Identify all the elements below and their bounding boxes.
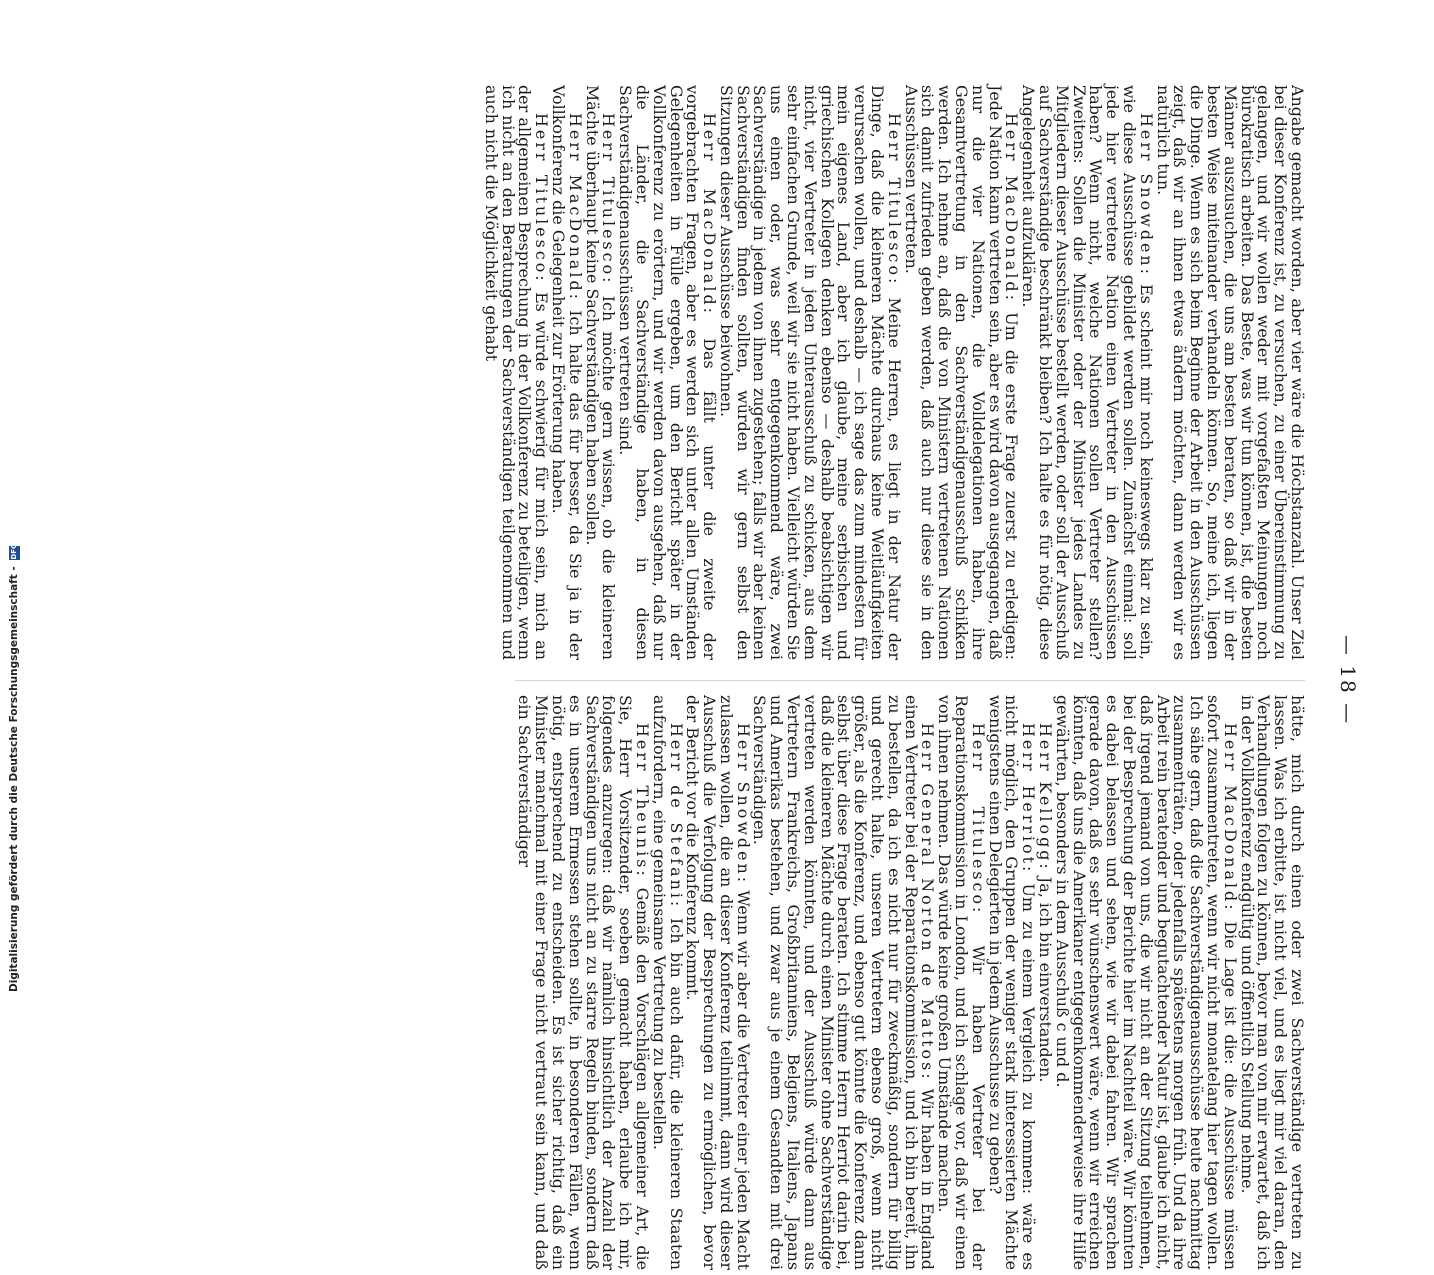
- paragraph-text: Ich bin auch dafür, die kleineren Staaten aufzufordern, eine gemeinsame Vertretung zu bestellen.: [649, 695, 686, 1270]
- paragraph: [902, 85, 1020, 660]
- paragraph-text: hätte, mich durch einen oder zwei Sachverständige vertreten zu lassen. Was ich erbitte, ist nicht viel, und es liegt mir viel daran, den Verhandlungen folgen zu können, bevor man von mir erwartet, daß ich in der Vollkonferenz endgültig und öffentlich Stellung nehme.: [1237, 695, 1307, 1270]
- paragraph-text: Ich möchte gern wissen, ob die kleineren Mächte überhaupt keine Sachverständigen haben sollen.: [582, 85, 619, 660]
- rotated-document: [115, 85, 1360, 1270]
- speaker-name: Herr MacDonald:: [565, 113, 585, 302]
- paragraph-text: Um die erste Frage zuerst zu erledigen: Jede Nation kann vertreten sein, aber es wird davon ausgegangen, daß nur die vier Nationen, die Volldelegationen haben, ihre Gesamtvertretung in den Sachverständigenausschuß schikken werden. Ich nehme an, daß die von Ministern vertretenen Nationen sich damit zufrieden geben werden, daß auch nur diese sie in den Ausschüssen vertreten.: [901, 85, 1022, 660]
- speaker-name: Herr Herriot:: [1019, 723, 1039, 875]
- paragraph: [616, 85, 720, 660]
- paragraph-text: Die Lage ist die: die Ausschüsse müssen sofort zusammentreten, wenn wir nicht monatelang hier tagen wollen. Ich sähe gern, daß die Sachverständigenausschüsse heute nachmittag zusammenträten, oder jedenfalls spätestens morgen früh. Und da ihre Arbeit rein beratender und begutachtender Natur ist, glaube ich nicht, daß irgend jemand von uns, die wir nicht an der Sitzung teilnehmen, bei der Besprechung der Berichte hier im Nachteil wäre. Wir könnten es dabei belassen und sehen, wie wir dabei fahren. Wir sprachen gerade davon, daß es sehr wünschenswert wäre, wenn wir erreichen könnten, daß uns die Amerikaner entgegenkommenderweise ihre Hilfe gewährten, besonders in dem Ausschuß c und d.: [1052, 695, 1240, 1270]
- page-number: — 18 —: [1336, 634, 1360, 726]
- paragraph: [516, 695, 650, 1270]
- paragraph-text: Es würde schwierig für mich sein, mich an der allgemeinen Besprechung in der Vollkonferenz zu beteiligen, wenn ich nicht an den Beratungen der Sachverständigen teilgenommen und auch nicht die Möglichkeit gehabt: [481, 85, 552, 660]
- speaker-name: Herr MacDonald:: [1002, 113, 1022, 303]
- right-column-text: [516, 695, 1305, 1270]
- speaker-name: Herr MacDonald:: [1220, 723, 1240, 913]
- paragraph-text: Ich halte das für besser, da Sie ja in der Vollkonferenz die Gelegenheit zur Erörterung haben.: [548, 85, 585, 660]
- speaker-name: Herr Titulesco:: [599, 113, 619, 286]
- paragraph: [650, 695, 684, 1270]
- paragraph: [985, 695, 1039, 1270]
- speaker-name: Herr Kellogg:: [1036, 723, 1056, 872]
- paragraph: [1019, 85, 1156, 661]
- paragraph: [1036, 695, 1056, 1270]
- paragraph: [935, 695, 988, 1270]
- paragraph: [549, 85, 583, 660]
- paragraph-text: Wir haben in England einen Vertreter bei der Reparationskommission, und ich bin bereit, ihn zu bestellen, da ich es nicht nur für zweckmäßig, sondern für billig und gerecht halte, unseren Vertretern ebenso groß, wenn nicht größer, als die Konferenz, und ebenso gut könnte die Konferenz dann selbst über diese Frage beraten. Ich stimme Herrn Herriot darin bei, daß die kleineren Mächte durch einen Minister ohne Sachverständige vertreten werden könnten, und der Ausschuß würde dann aus Vertretern Frankreichs, Großbritanniens, Belgiens, Italiens, Japans und Amerikas bestehen, und zwar aus je einem Gesandten mit drei Sachverständigen.: [750, 695, 938, 1270]
- speaker-name: Herr MacDonald:: [700, 113, 720, 317]
- speaker-name: Herr Snowden:: [1136, 113, 1156, 277]
- paragraph-text: Angabe gemacht worden, aber vier wäre die Höchstanzahl. Unser Ziel bei dieser Konferenz ist, zu versuchen, zu einer Übereinstimmung zu gelangen, und wir wollen weder mit vorgefaßten Meinungen noch bürokratisch arbeiten. Das Beste, was wir tun können, ist, die besten Männer auszusuchen, die uns am besten beraten, so daß wir in der besten Weise miteinander verhandeln können. So, meine ich, liegen die Dinge. Wenn es sich beim Beginne der Arbeit in den Ausschüssen zeigt, daß wir an ihnen etwas ändern möchten, dann werden wir es natürlich tun.: [1153, 85, 1307, 660]
- speaker-name: Herr General Norton de Mattos:: [918, 723, 938, 1082]
- speaker-name: Herr Snowden:: [733, 723, 753, 886]
- dfg-logo-icon: DFG: [9, 543, 18, 560]
- speaker-name: Herr Theunis:: [632, 723, 652, 879]
- digitization-footer: [8, 543, 20, 992]
- paragraph-text: Ja, ich bin einverstanden.: [1036, 871, 1056, 1083]
- paragraph-text: Gemäß den Vorschlägen allgemeiner Art, die Sie, Herr Vorsitzender, soeben gemacht haben, erlaube ich mir, folgendes anzuregen: daß wir nämlich hinsichtlich der Anzahl der Sachverständigen uns nicht an zu starre Regeln binden, sondern daß es in unserem Ermessen stehen sollte, in besonderen Fällen, wenn nötig, entsprechend zu entscheiden. Es ist sicher richtig, daß ein Minister manchmal mit einer Frage nicht vertraut sein kann, und daß ein Sachverständiger: [515, 695, 652, 1270]
- footer-text: Digitalisierung gefördert durch die Deutsche Forschungsgemeinschaft -: [8, 566, 20, 992]
- paragraph: [481, 85, 552, 660]
- paragraph-text: Meine Herren, es liegt in der Natur der Dinge, daß die kleineren Mächte durchaus keine Weitläufigkeiten verursachen wollen, und deshalb — ich sage das zum mindesten für mein eigenes Land, aber ich glaube, meine serbischen und griechischen Kollegen denken ebenso — deshalb beabsichtigen wir nicht, vier Vertreter in jeden Unterausschuß zu schicken, aus dem sehr einfachen Grunde, weil wir sie nicht haben. Vielleicht würden Sie uns einen oder, was sehr entgegenkommend wäre, zwei Sachverständige in jedem von ihnen zugestehen; falls wir aber keinen Sachverständigen finden sollten, würden wir gern selbst den Sitzungen dieser Ausschüsse beiwohnen.: [716, 85, 904, 661]
- paragraph: [1154, 85, 1305, 660]
- left-column-text: [482, 85, 1305, 660]
- paragraph: [1053, 695, 1238, 1270]
- speaker-name: Herr Titulesco:: [968, 723, 988, 916]
- speaker-name: Herr Titulesco:: [884, 113, 904, 287]
- paragraph: [684, 695, 751, 1270]
- speaker-name: Herr de Stefani:: [666, 723, 686, 910]
- paragraph-text: Wenn wir aber die Vertreter einer jeden Macht zulassen wollen, die an dieser Konferenz teilnimmt, dann wird dieser Ausschuß die Verfolgung der Besprechungen zu ermöglichen, bevor der Bericht vor die Konferenz kommt.: [683, 695, 753, 1270]
- paragraph: [751, 695, 936, 1270]
- paragraph: [583, 85, 617, 660]
- paragraph-text: Wir haben Vertreter bei der Reparationskommission in London, und ich schlage vor, daß wir einen von ihnen nehmen. Das würde keine großen Umstände machen.: [935, 695, 988, 1270]
- paragraph-text: Um zu einem Vergleich zu kommen: wäre es nicht möglich, den Gruppen der weniger stark interessierten Mächte wenigstens einen Delegierten in jedem Ausschusse zu geben?: [985, 695, 1039, 1270]
- paragraph-text: Das fällt unter die zweite der vorgebrachten Fragen, aber es werden sich unter allen Umständen Gelegenheiten in Fülle ergeben, um den Bericht später in der Vollkonferenz zu erörtern, und wir werden davon ausgehen, daß nur die Länder, die Sachverständige haben, in diesen Sachverständigenausschüssen vertreten sind.: [616, 85, 720, 660]
- speaker-name: Herr Titulesco:: [532, 113, 552, 284]
- column-divider: [515, 680, 1305, 681]
- paragraph: [717, 85, 902, 660]
- paragraph-text: Es scheint mir noch keineswegs klar zu sein, wie diese Ausschüsse gebildet werden sollen. Zunächst einmal: soll jede hier vertretene Nation einen Vertreter in den Ausschüssen haben? Wenn nicht, welche Nationen sollen Vertreter stellen? Zweitens: Sollen die Minister oder der Minister jedes Landes zu Mitgliedern dieser Ausschüsse bestellt werden, oder soll der Ausschuß auf Sachverständige beschränkt bleiben? Ich halte es für nötig, diese Angelegenheit aufzuklären.: [1019, 85, 1156, 661]
- paragraph: [1238, 695, 1305, 1270]
